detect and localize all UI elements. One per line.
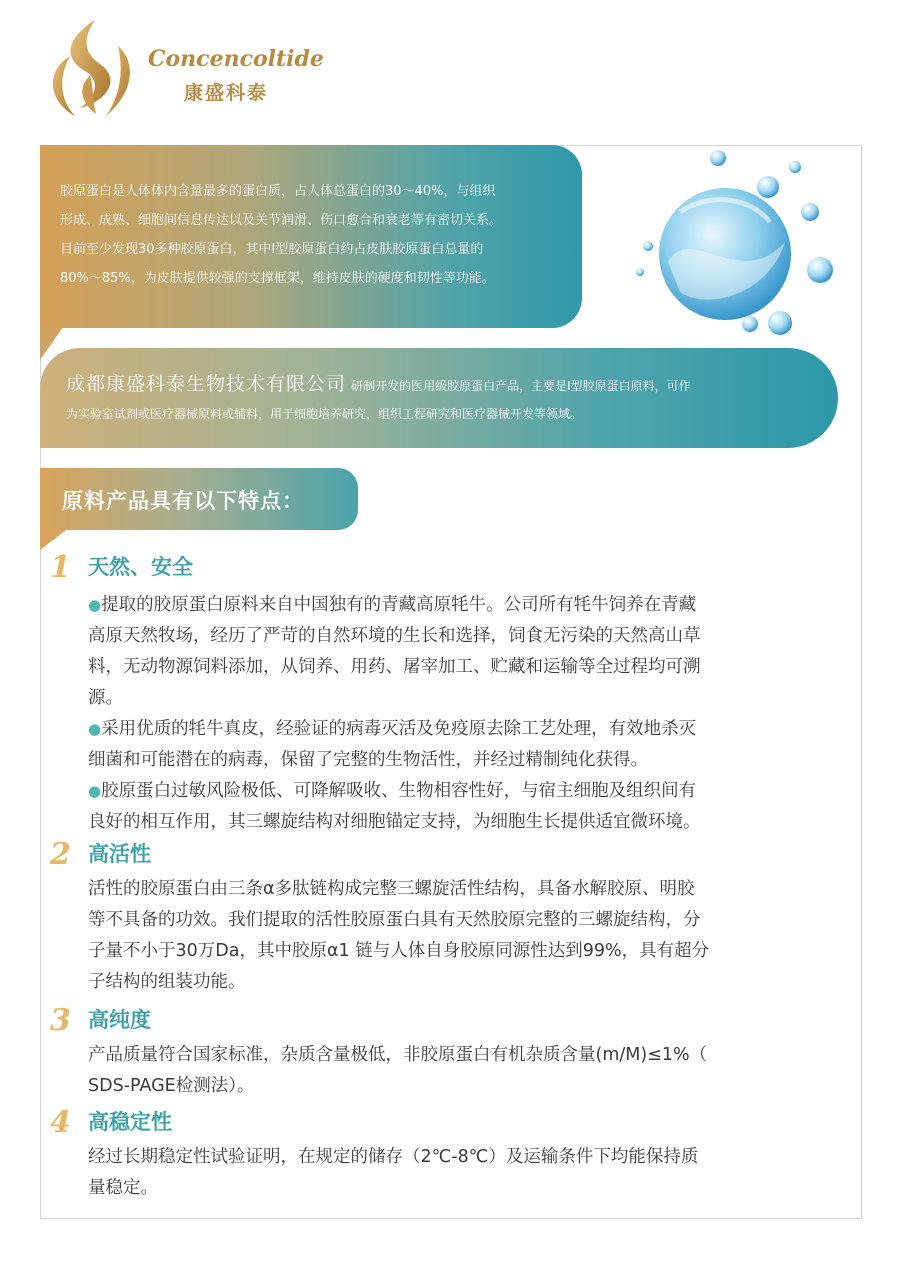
gold-swirl-logo-icon xyxy=(40,16,140,128)
section-title: 高纯度 xyxy=(88,1008,151,1032)
water-bubble-icon xyxy=(620,142,840,352)
logo-chinese-name: 康盛科泰 xyxy=(184,82,269,104)
intro-panel xyxy=(40,145,582,328)
body-line: SDS-PAGE检测法）。 xyxy=(88,1076,255,1096)
body-line: 源。 xyxy=(88,688,123,708)
body-line: 良好的相互作用，其三螺旋结构对细胞锚定支持，为细胞生长提供适宜微环境。 xyxy=(88,812,701,832)
section-title: 高稳定性 xyxy=(88,1110,172,1134)
company-logo xyxy=(40,16,330,128)
body-line: 活性的胶原蛋白由三条α多肽链构成完整三螺旋活性结构，具备水解胶原、明胶 xyxy=(88,879,695,899)
company-panel xyxy=(40,348,838,448)
section-number: 4 xyxy=(50,1105,71,1140)
body-line: 经过长期稳定性试验证明，在规定的储存（2℃-8℃）及运输条件下均能保持质 xyxy=(88,1147,699,1167)
section-number: 1 xyxy=(50,550,71,585)
body-line: 子结构的组装功能。 xyxy=(88,972,246,992)
body-line: 量稳定。 xyxy=(88,1178,158,1198)
body-line: 料，无动物源饲料添加，从饲养、用药、屠宰加工、贮藏和运输等全过程均可溯 xyxy=(88,657,701,677)
section-body xyxy=(88,590,833,838)
company-description-continued: 为实验室试剂或医疗器械原料或辅料，用于细胞培养研究，组织工程研究和医疗器械开发等领域。 xyxy=(66,407,583,421)
section-title: 天然、安全 xyxy=(88,555,193,579)
section-body xyxy=(88,874,833,998)
company-description: 研制开发的医用级胶原蛋白产品，主要是I型胶原蛋白原料，可作 xyxy=(351,379,691,393)
bullet-icon: ● xyxy=(88,720,102,738)
intro-line: 目前至少发现30多种胶原蛋白，其中I型胶原蛋白约占皮肤胶原蛋白总量的 xyxy=(60,242,484,257)
section-body xyxy=(88,1142,833,1204)
intro-line: 形成、成熟、细胞间信息传达以及关节润滑、伤口愈合和衰老等有密切关系。 xyxy=(60,213,503,228)
bullet-icon: ● xyxy=(88,596,102,614)
features-heading: 原料产品具有以下特点： xyxy=(40,468,358,530)
body-line: 等不具备的功效。我们提取的活性胶原蛋白具有天然胶原完整的三螺旋结构，分 xyxy=(88,910,701,930)
section-body xyxy=(88,1040,833,1102)
body-line: ●采用优质的牦牛真皮，经验证的病毒灭活及免疫原去除工艺处理，有效地杀灭 xyxy=(88,719,697,739)
body-line: ●提取的胶原蛋白原料来自中国独有的青藏高原牦牛。公司所有牦牛饲养在青藏 xyxy=(88,595,697,615)
body-line: ●胶原蛋白过敏风险极低、可降解吸收、生物相容性好，与宿主细胞及组织间有 xyxy=(88,781,697,801)
intro-line: 80%～85%，为皮肤提供较强的支撑框架，维持皮肤的硬度和韧性等功能。 xyxy=(60,271,495,286)
bullet-icon: ● xyxy=(88,782,102,800)
section-title: 高活性 xyxy=(88,842,151,866)
section-number: 2 xyxy=(50,837,71,872)
intro-line: 胶原蛋白是人体体内含量最多的蛋白质，占人体总蛋白的30～40%，与组织 xyxy=(60,184,496,199)
logo-english-name: Concencoltide xyxy=(148,46,324,72)
section-number: 3 xyxy=(50,1003,71,1038)
body-line: 高原天然牧场，经历了严苛的自然环境的生长和选择，饲食无污染的天然高山草 xyxy=(88,626,701,646)
body-line: 子量不小于30万Da，其中胶原α1 链与人体自身胶原同源性达到99%，具有超分 xyxy=(88,941,710,961)
body-line: 细菌和可能潜在的病毒，保留了完整的生物活性，并经过精制纯化获得。 xyxy=(88,750,648,770)
company-name: 成都康盛科泰生物技术有限公司 xyxy=(66,373,347,395)
body-line: 产品质量符合国家标准，杂质含量极低，非胶原蛋白有机杂质含量(m/M)≤1%（ xyxy=(88,1045,708,1065)
